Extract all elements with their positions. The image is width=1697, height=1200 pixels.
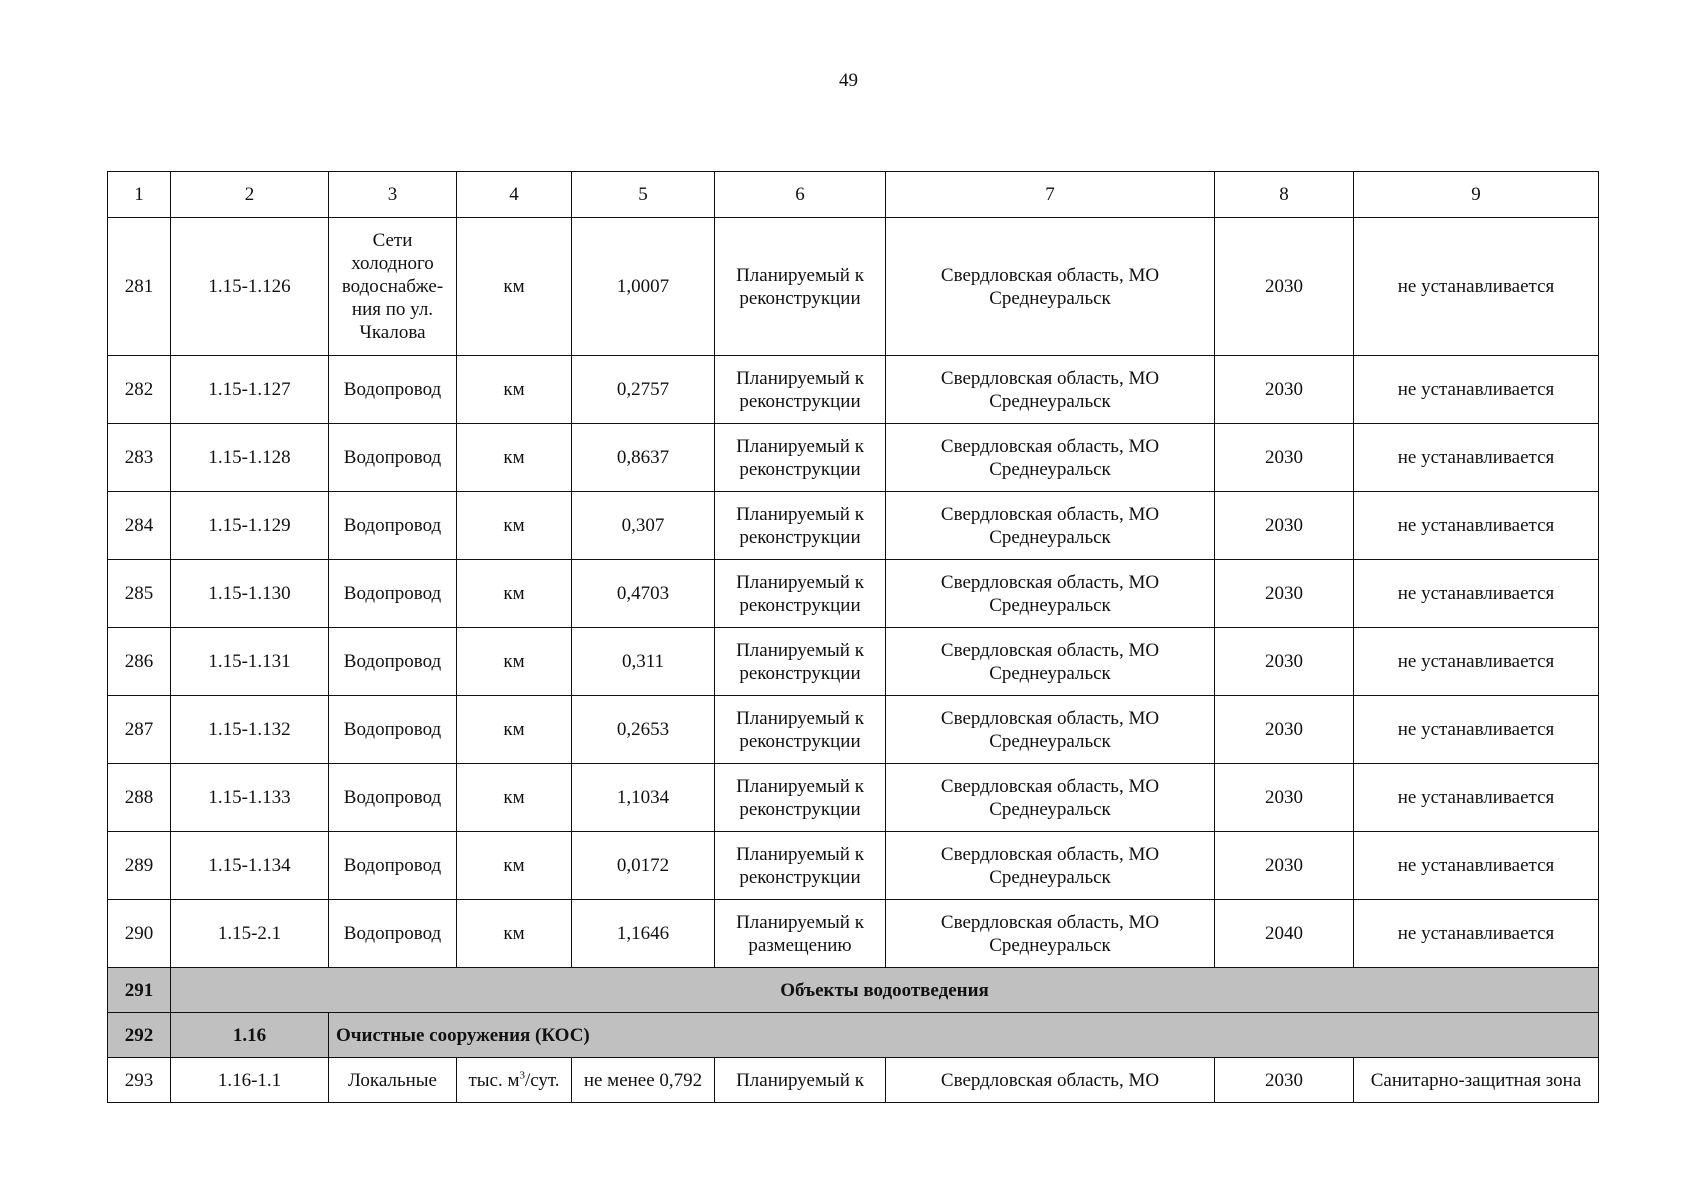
row-year: 2030 (1215, 492, 1354, 560)
row-name: Водопровод (329, 560, 457, 628)
table-row (108, 764, 1599, 832)
row-value: 0,2757 (572, 356, 715, 424)
unit-prefix: тыс. м (468, 1069, 520, 1091)
objects-table (107, 171, 1599, 1103)
row-zone: не устанавливается (1354, 900, 1599, 968)
row-number: 284 (108, 492, 171, 560)
row-unit: км (457, 628, 572, 696)
row-status: Планируемый к реконструкции (715, 696, 886, 764)
table-row (108, 696, 1599, 764)
row-unit: км (457, 560, 572, 628)
row-unit: км (457, 492, 572, 560)
row-code: 1.15-2.1 (171, 900, 329, 968)
row-year: 2030 (1215, 1058, 1354, 1103)
subsection-title: Очистные сооружения (КОС) (329, 1013, 1599, 1058)
row-zone: не устанавливается (1354, 218, 1599, 356)
row-year: 2030 (1215, 424, 1354, 492)
row-name: Сети холодного водоснабже-ния по ул. Чкалова (329, 218, 457, 356)
row-zone: не устанавливается (1354, 628, 1599, 696)
row-value: 0,0172 (572, 832, 715, 900)
row-zone: Санитарно-защитная зона (1354, 1058, 1599, 1103)
row-number: 282 (108, 356, 171, 424)
section-number: 291 (108, 968, 171, 1013)
row-status: Планируемый к (715, 1058, 886, 1103)
table-row (108, 424, 1599, 492)
header-cell: 4 (457, 172, 572, 218)
row-location: Свердловская область, МО Среднеуральск (886, 696, 1215, 764)
row-code: 1.15-1.131 (171, 628, 329, 696)
row-year: 2030 (1215, 356, 1354, 424)
row-year: 2030 (1215, 560, 1354, 628)
row-number: 283 (108, 424, 171, 492)
row-status: Планируемый к размещению (715, 900, 886, 968)
row-name: Водопровод (329, 628, 457, 696)
row-location: Свердловская область, МО Среднеуральск (886, 832, 1215, 900)
row-location: Свердловская область, МО Среднеуральск (886, 764, 1215, 832)
subsection-row (108, 1013, 1599, 1058)
section-row (108, 968, 1599, 1013)
row-code: 1.16-1.1 (171, 1058, 329, 1103)
row-unit: км (457, 424, 572, 492)
row-year: 2030 (1215, 764, 1354, 832)
row-year: 2040 (1215, 900, 1354, 968)
row-location: Свердловская область, МО Среднеуральск (886, 628, 1215, 696)
table-row (108, 560, 1599, 628)
table-row (108, 900, 1599, 968)
row-location: Свердловская область, МО Среднеуральск (886, 900, 1215, 968)
row-zone: не устанавливается (1354, 356, 1599, 424)
row-number: 290 (108, 900, 171, 968)
row-name: Водопровод (329, 696, 457, 764)
row-unit: км (457, 218, 572, 356)
row-location: Свердловская область, МО Среднеуральск (886, 492, 1215, 560)
row-number: 285 (108, 560, 171, 628)
header-cell: 5 (572, 172, 715, 218)
row-value: 1,0007 (572, 218, 715, 356)
row-status: Планируемый к реконструкции (715, 356, 886, 424)
row-number: 293 (108, 1058, 171, 1103)
row-status: Планируемый к реконструкции (715, 218, 886, 356)
row-name: Водопровод (329, 764, 457, 832)
row-year: 2030 (1215, 832, 1354, 900)
subsection-code: 1.16 (171, 1013, 329, 1058)
row-number: 289 (108, 832, 171, 900)
header-cell: 6 (715, 172, 886, 218)
row-name: Водопровод (329, 492, 457, 560)
row-zone: не устанавливается (1354, 696, 1599, 764)
row-zone: не устанавливается (1354, 764, 1599, 832)
row-year: 2030 (1215, 696, 1354, 764)
row-number: 281 (108, 218, 171, 356)
row-value: 0,307 (572, 492, 715, 560)
header-cell: 9 (1354, 172, 1599, 218)
row-code: 1.15-1.130 (171, 560, 329, 628)
row-unit: км (457, 832, 572, 900)
row-zone: не устанавливается (1354, 424, 1599, 492)
table-row (108, 628, 1599, 696)
row-unit: км (457, 764, 572, 832)
row-value: 0,2653 (572, 696, 715, 764)
row-value: 1,1646 (572, 900, 715, 968)
table-row (108, 832, 1599, 900)
row-zone: не устанавливается (1354, 832, 1599, 900)
row-name: Локальные (329, 1058, 457, 1103)
header-cell: 2 (171, 172, 329, 218)
row-code: 1.15-1.133 (171, 764, 329, 832)
row-status: Планируемый к реконструкции (715, 492, 886, 560)
row-unit (457, 1058, 572, 1103)
row-number: 286 (108, 628, 171, 696)
row-status: Планируемый к реконструкции (715, 628, 886, 696)
row-name: Водопровод (329, 424, 457, 492)
row-year: 2030 (1215, 218, 1354, 356)
row-code: 1.15-1.127 (171, 356, 329, 424)
row-code: 1.15-1.129 (171, 492, 329, 560)
header-cell: 1 (108, 172, 171, 218)
table-row (108, 492, 1599, 560)
subsection-number: 292 (108, 1013, 171, 1058)
unit-superscript: 3 (519, 1069, 525, 1082)
row-zone: не устанавливается (1354, 492, 1599, 560)
row-zone: не устанавливается (1354, 560, 1599, 628)
table-row (108, 1058, 1599, 1103)
row-location: Свердловская область, МО (886, 1058, 1215, 1103)
row-code: 1.15-1.132 (171, 696, 329, 764)
row-name: Водопровод (329, 900, 457, 968)
row-value: 1,1034 (572, 764, 715, 832)
row-location: Свердловская область, МО Среднеуральск (886, 424, 1215, 492)
row-status: Планируемый к реконструкции (715, 764, 886, 832)
row-code: 1.15-1.128 (171, 424, 329, 492)
row-number: 287 (108, 696, 171, 764)
header-cell: 3 (329, 172, 457, 218)
row-name: Водопровод (329, 832, 457, 900)
row-code: 1.15-1.126 (171, 218, 329, 356)
header-cell: 8 (1215, 172, 1354, 218)
header-row (108, 172, 1599, 218)
row-status: Планируемый к реконструкции (715, 832, 886, 900)
header-cell: 7 (886, 172, 1215, 218)
row-value: 0,8637 (572, 424, 715, 492)
row-code: 1.15-1.134 (171, 832, 329, 900)
row-location: Свердловская область, МО Среднеуральск (886, 218, 1215, 356)
row-unit: км (457, 900, 572, 968)
row-year: 2030 (1215, 628, 1354, 696)
row-name: Водопровод (329, 356, 457, 424)
row-value: 0,311 (572, 628, 715, 696)
unit-suffix: /сут. (524, 1069, 560, 1091)
table-row (108, 356, 1599, 424)
row-status: Планируемый к реконструкции (715, 424, 886, 492)
row-location: Свердловская область, МО Среднеуральск (886, 560, 1215, 628)
row-value: не менее 0,792 (572, 1058, 715, 1103)
page-number: 49 (839, 70, 858, 91)
section-title: Объекты водоотведения (171, 968, 1599, 1013)
row-unit: км (457, 696, 572, 764)
row-unit: км (457, 356, 572, 424)
table-row (108, 218, 1599, 356)
row-status: Планируемый к реконструкции (715, 560, 886, 628)
row-location: Свердловская область, МО Среднеуральск (886, 356, 1215, 424)
row-number: 288 (108, 764, 171, 832)
row-value: 0,4703 (572, 560, 715, 628)
